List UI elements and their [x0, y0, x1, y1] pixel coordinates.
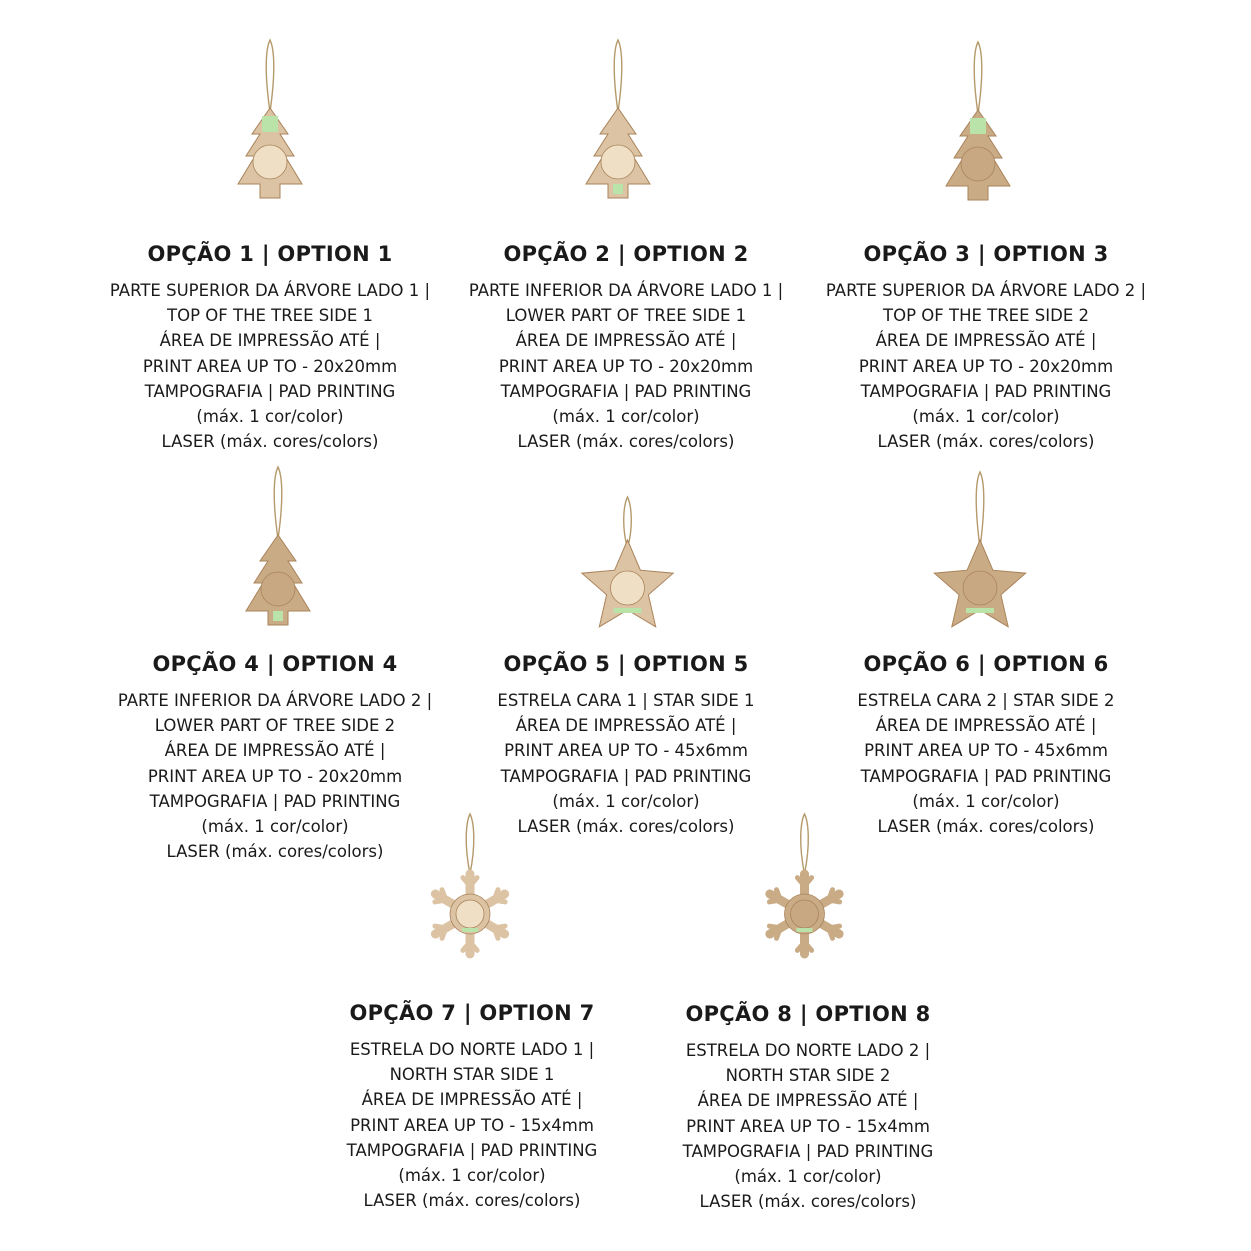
option-description: [80, 278, 460, 454]
description-line: LASER (máx. cores/colors): [363, 1191, 581, 1211]
print-area-mark: [797, 928, 813, 932]
tree-ornament-image: [238, 465, 328, 645]
print-area-mark: [614, 608, 642, 613]
tree-ornament-svg: [230, 38, 310, 218]
snowflake-ornament-svg: [425, 812, 515, 972]
option-description: [282, 1037, 662, 1213]
description-line: ESTRELA CARA 1 | STAR SIDE 1: [497, 691, 755, 710]
option-description: [436, 278, 816, 454]
option-description: [796, 688, 1176, 839]
print-area-mark: [273, 611, 283, 621]
star-ornament-svg: [930, 470, 1030, 640]
description-line: LASER (máx. cores/colors): [517, 817, 735, 837]
option-title: OPÇÃO 4 | OPTION 4: [152, 652, 398, 676]
description-line: NORTH STAR SIDE 1: [389, 1065, 555, 1085]
tree-ornament-image: [578, 38, 658, 218]
description-line: TAMPOGRAFIA | PAD PRINTING: [682, 1141, 934, 1161]
description-line: PARTE INFERIOR DA ÁRVORE LADO 2 |: [117, 691, 433, 710]
description-line: (máx. 1 cor/color): [912, 791, 1060, 811]
description-line: PARTE SUPERIOR DA ÁRVORE LADO 1 |: [109, 281, 431, 300]
option-block: [80, 242, 460, 454]
description-line: TAMPOGRAFIA | PAD PRINTING: [500, 381, 752, 401]
description-line: (máx. 1 cor/color): [398, 1166, 546, 1186]
description-line: PRINT AREA UP TO - 20x20mm: [498, 356, 754, 376]
description-line: ESTRELA DO NORTE LADO 1 |: [349, 1040, 595, 1059]
option-title: OPÇÃO 5 | OPTION 5: [503, 652, 749, 676]
description-line: ÁREA DE IMPRESSÃO ATÉ |: [515, 331, 737, 351]
option-block: [796, 652, 1176, 839]
description-line: ÁREA DE IMPRESSÃO ATÉ |: [164, 741, 386, 761]
option-title: OPÇÃO 6 | OPTION 6: [863, 652, 1109, 676]
star-ornament-image: [580, 495, 675, 640]
option-block: [436, 242, 816, 454]
description-line: NORTH STAR SIDE 2: [725, 1066, 891, 1086]
description-line: (máx. 1 cor/color): [201, 817, 349, 837]
print-area-mark: [966, 608, 994, 613]
description-line: LASER (máx. cores/colors): [161, 432, 379, 452]
description-line: PRINT AREA UP TO - 20x20mm: [858, 356, 1114, 376]
description-line: TAMPOGRAFIA | PAD PRINTING: [346, 1140, 598, 1160]
description-line: PARTE INFERIOR DA ÁRVORE LADO 1 |: [468, 281, 784, 300]
description-line: ESTRELA CARA 2 | STAR SIDE 2: [857, 691, 1115, 710]
print-area-mark: [462, 928, 478, 932]
tree-ornament-svg: [238, 465, 318, 645]
description-line: TAMPOGRAFIA | PAD PRINTING: [860, 381, 1112, 401]
option-title: OPÇÃO 1 | OPTION 1: [147, 242, 393, 266]
snowflake-ornament-svg: [757, 812, 852, 972]
description-line: ÁREA DE IMPRESSÃO ATÉ |: [697, 1091, 919, 1111]
description-line: LASER (máx. cores/colors): [166, 842, 384, 862]
snowflake-ornament-image: [425, 812, 515, 972]
description-line: ÁREA DE IMPRESSÃO ATÉ |: [159, 331, 381, 351]
option-description: [796, 278, 1176, 454]
description-line: TAMPOGRAFIA | PAD PRINTING: [860, 766, 1112, 786]
option-title: OPÇÃO 2 | OPTION 2: [503, 242, 749, 266]
description-line: PRINT AREA UP TO - 45x6mm: [864, 741, 1108, 761]
print-area-mark: [262, 116, 278, 132]
description-line: PRINT AREA UP TO - 15x4mm: [686, 1116, 930, 1136]
option-description: [618, 1038, 998, 1214]
star-ornament-svg: [580, 495, 675, 640]
description-line: TAMPOGRAFIA | PAD PRINTING: [149, 791, 401, 811]
description-line: LOWER PART OF TREE SIDE 2: [154, 716, 396, 736]
description-line: TAMPOGRAFIA | PAD PRINTING: [144, 381, 396, 401]
tree-ornament-svg: [938, 40, 1018, 220]
description-line: LOWER PART OF TREE SIDE 1: [505, 306, 747, 326]
option-block: [796, 242, 1176, 454]
description-line: TOP OF THE TREE SIDE 2: [883, 306, 1089, 326]
description-line: LASER (máx. cores/colors): [699, 1192, 917, 1212]
option-block: [282, 1001, 662, 1213]
description-line: LASER (máx. cores/colors): [877, 817, 1095, 837]
star-ornament-image: [930, 470, 1030, 640]
tree-ornament-image: [938, 40, 1018, 220]
description-line: ÁREA DE IMPRESSÃO ATÉ |: [361, 1090, 583, 1110]
option-block: [618, 1002, 998, 1214]
description-line: PRINT AREA UP TO - 20x20mm: [142, 356, 398, 376]
snowflake-ornament-image: [757, 812, 852, 972]
option-title: OPÇÃO 7 | OPTION 7: [349, 1001, 595, 1025]
description-line: PRINT AREA UP TO - 45x6mm: [504, 741, 748, 761]
description-line: ÁREA DE IMPRESSÃO ATÉ |: [515, 716, 737, 736]
print-area-mark: [613, 184, 623, 194]
description-line: PRINT AREA UP TO - 15x4mm: [350, 1115, 594, 1135]
option-title: OPÇÃO 3 | OPTION 3: [863, 242, 1109, 266]
description-line: LASER (máx. cores/colors): [517, 432, 735, 452]
description-line: (máx. 1 cor/color): [552, 791, 700, 811]
description-line: PARTE SUPERIOR DA ÁRVORE LADO 2 |: [825, 281, 1147, 300]
description-line: (máx. 1 cor/color): [196, 407, 344, 427]
option-block: [85, 652, 465, 864]
tree-ornament-image: [230, 38, 310, 218]
description-line: TOP OF THE TREE SIDE 1: [167, 306, 373, 326]
description-line: LASER (máx. cores/colors): [877, 432, 1095, 452]
description-line: ÁREA DE IMPRESSÃO ATÉ |: [875, 331, 1097, 351]
description-line: ESTRELA DO NORTE LADO 2 |: [685, 1041, 931, 1060]
description-line: (máx. 1 cor/color): [912, 407, 1060, 427]
description-line: PRINT AREA UP TO - 20x20mm: [147, 766, 403, 786]
print-area-mark: [970, 118, 986, 134]
description-line: TAMPOGRAFIA | PAD PRINTING: [500, 766, 752, 786]
option-title: OPÇÃO 8 | OPTION 8: [685, 1002, 931, 1026]
description-line: (máx. 1 cor/color): [734, 1167, 882, 1187]
description-line: (máx. 1 cor/color): [552, 407, 700, 427]
tree-ornament-svg: [578, 38, 658, 218]
description-line: ÁREA DE IMPRESSÃO ATÉ |: [875, 716, 1097, 736]
option-description: [85, 688, 465, 864]
